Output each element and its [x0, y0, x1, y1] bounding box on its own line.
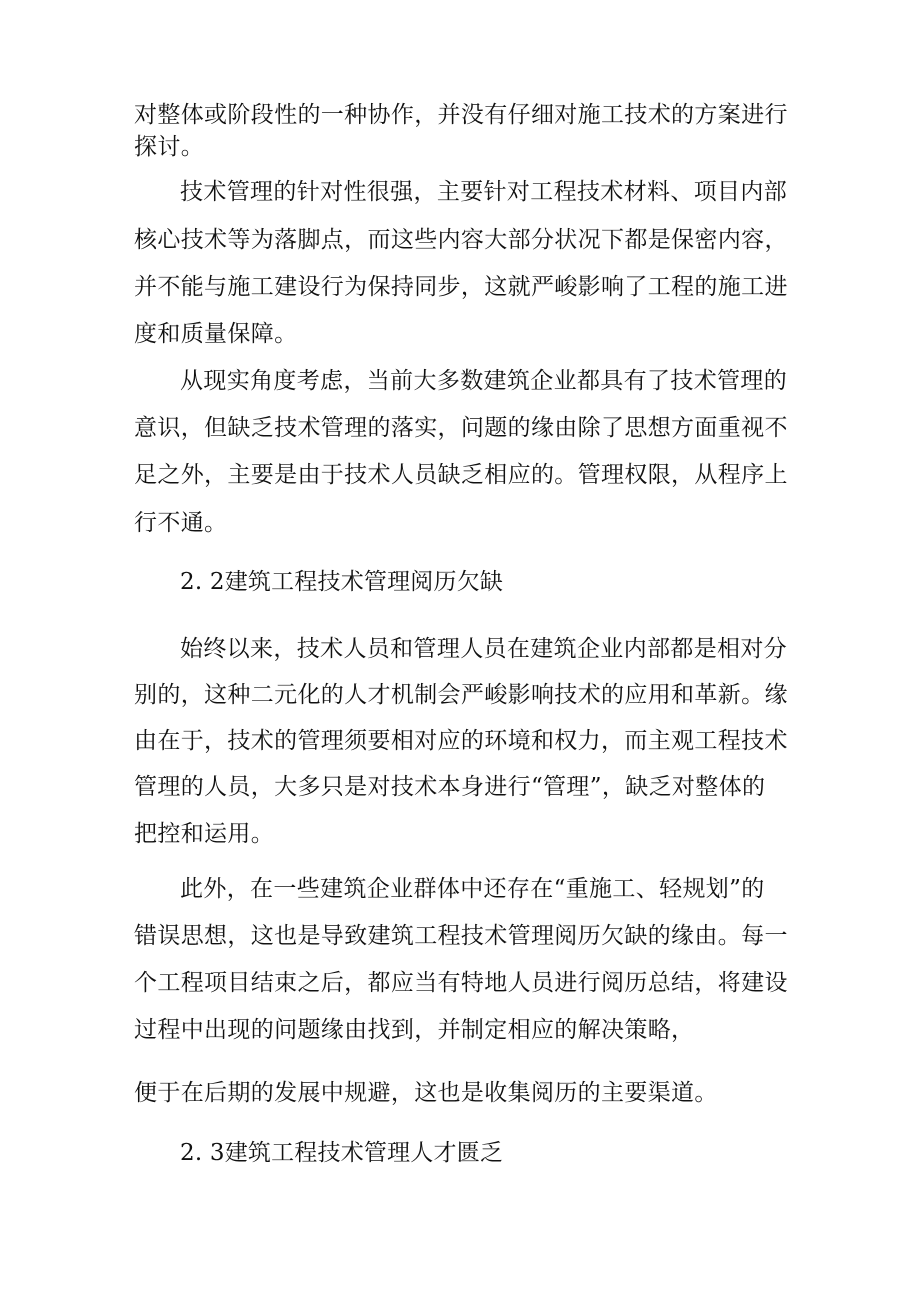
paragraph-line: 管理的人员，大多只是对技术本身进行“管理”，缺乏对整体的 [134, 774, 766, 800]
section-heading-2-2: 2. 2建筑工程技术管理阅历欠缺 [180, 569, 504, 595]
paragraph-line: 过程中出现的问题缘由找到，并制定相应的解决策略， [134, 1017, 695, 1043]
paragraph-line: 错误思想，这也是导致建筑工程技术管理阅历欠缺的缘由。每一 [134, 923, 788, 949]
paragraph-line: 并不能与施工建设行为保持同步，这就严峻影响了工程的施工进 [134, 274, 788, 300]
paragraph-line: 此外，在一些建筑企业群体中还存在“重施工、轻规划”的 [180, 876, 765, 902]
paragraph-line: 从现实角度考虑，当前大多数建筑企业都具有了技术管理的 [180, 368, 788, 394]
paragraph-line: 对整体或阶段性的一种协作，并没有仔细对施工技术的方案进行 [134, 102, 788, 128]
paragraph-line: 个工程项目结束之后，都应当有特地人员进行阅历总结，将建设 [134, 970, 788, 996]
paragraph-line: 行不通。 [134, 510, 228, 536]
paragraph-line: 度和质量保障。 [134, 321, 298, 347]
paragraph-line: 把控和运用。 [134, 821, 275, 847]
paragraph-line: 由在于，技术的管理须要相对应的环境和权力，而主观工程技术 [134, 728, 788, 754]
paragraph-line: 别的，这种二元化的人才机制会严峻影响技术的应用和革新。缘 [134, 682, 788, 708]
paragraph-line: 探讨。 [134, 134, 205, 160]
paragraph-line: 始终以来，技术人员和管理人员在建筑企业内部都是相对分 [180, 636, 788, 662]
paragraph-line: 足之外，主要是由于技术人员缺乏相应的。管理权限，从程序上 [134, 462, 788, 488]
section-heading-2-3: 2. 3建筑工程技术管理人才匮乏 [180, 1140, 504, 1166]
paragraph-line: 便于在后期的发展中规避，这也是收集阅历的主要渠道。 [134, 1080, 718, 1106]
paragraph-line: 意识，但缺乏技术管理的落实，问题的缘由除了思想方面重视不 [134, 415, 788, 441]
paragraph-line: 技术管理的针对性很强，主要针对工程技术材料、项目内部 [180, 179, 788, 205]
paragraph-line: 核心技术等为落脚点，而这些内容大部分状况下都是保密内容， [134, 227, 788, 253]
